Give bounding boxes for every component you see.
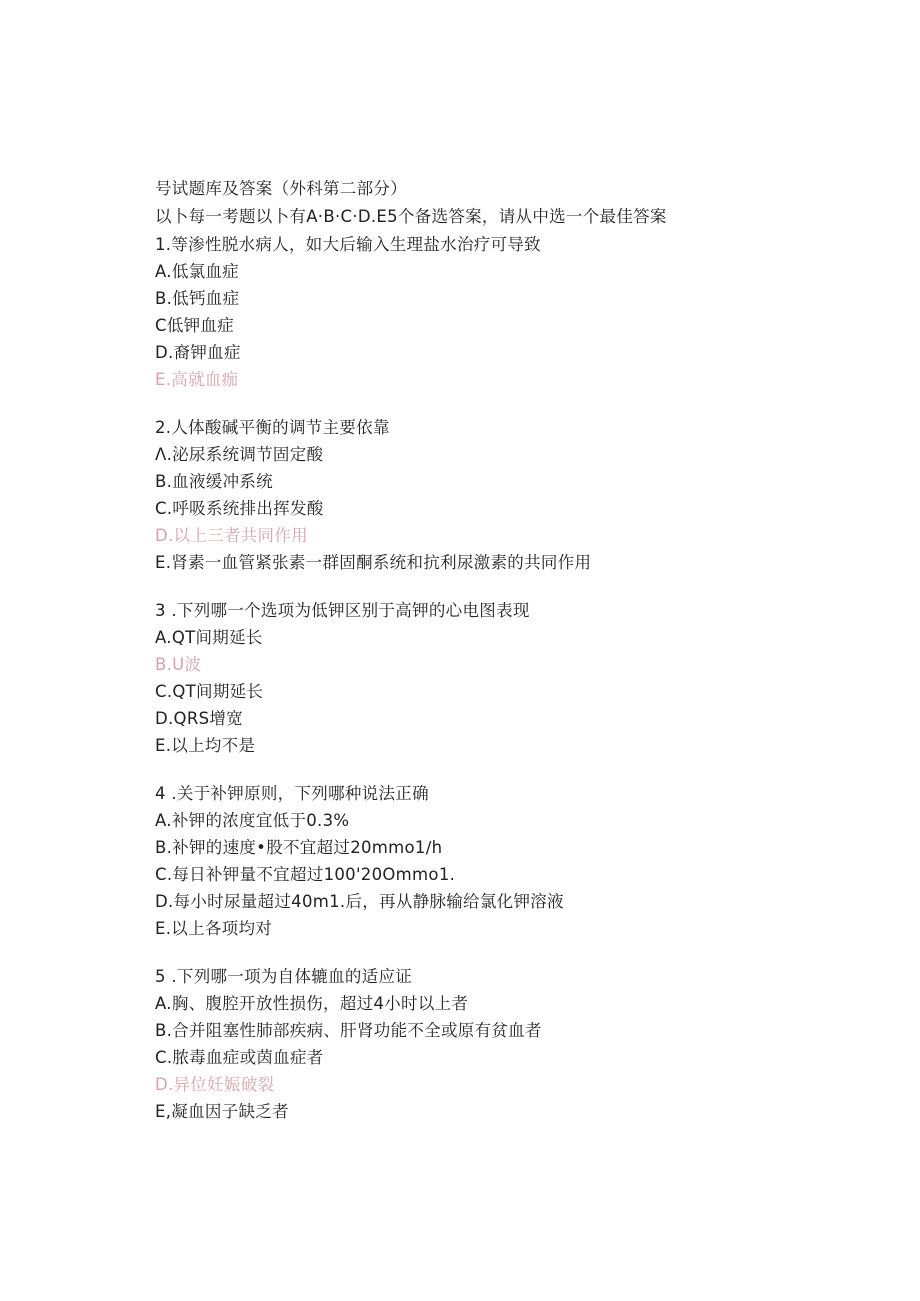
answer-choice: C.呼吸系统排出挥发酸 <box>155 499 324 518</box>
answer-option: D.异位妊娠破裂 <box>155 1075 275 1094</box>
answer-option: B.U波 <box>155 655 202 674</box>
question-block <box>155 963 875 1125</box>
answer-choice: D.QRS增宽 <box>155 709 243 728</box>
question-block <box>155 780 875 942</box>
question-list <box>155 231 875 1125</box>
answer-choice: A.补钾的浓度宜低于0.3% <box>155 811 350 830</box>
question-block <box>155 231 875 393</box>
answer-choice: B.低钙血症 <box>155 289 240 308</box>
answer-choice: C.每日补钾量不宜超过100'20Ommo1. <box>155 865 456 884</box>
question-stem: 4 .关于补钾原则，下列哪种说法正确 <box>155 784 429 803</box>
answer-choice: E.肾素一血管紧张素一群固酮系统和抗利尿激素的共同作用 <box>155 553 592 572</box>
answer-choice: C.脓毒血症或茵血症者 <box>155 1048 324 1067</box>
answer-choice: D.裔钾血症 <box>155 343 241 362</box>
answer-choice: E,凝血因子缺乏者 <box>155 1102 289 1121</box>
answer-choice: E.以上均不是 <box>155 736 256 755</box>
answer-choice: A.QT间期延长 <box>155 628 263 647</box>
answer-choice: B.补钾的速度•股不宜超过20mmo1∕h <box>155 838 443 857</box>
answer-choice: A.低氯血症 <box>155 262 240 281</box>
answer-choice: C低钾血症 <box>155 316 235 335</box>
document-title: 号试题库及答案（外科第二部分） <box>155 179 407 198</box>
answer-choice: B.合并阻塞性肺部疾病、肝肾功能不全或原有贫血者 <box>155 1021 542 1040</box>
question-block <box>155 597 875 759</box>
instruction-text: 以卜每一考题以卜有A·B·C·D.E5个备选答案，请从中选一个最佳答案 <box>155 207 667 226</box>
question-stem: 2.人体酸碱平衡的调节主要依靠 <box>155 418 390 437</box>
answer-choice: D.每小时尿量超过40m1.后，再从静脉输给氯化钾溶液 <box>155 892 564 911</box>
question-stem: 1.等渗性脱水病人，如大后输入生理盐水治疗可导致 <box>155 235 541 254</box>
answer-choice: B.血液缓冲系统 <box>155 472 273 491</box>
answer-option: D.以上三者共同作用 <box>155 526 308 545</box>
question-block <box>155 414 875 576</box>
document-body <box>155 175 875 1125</box>
answer-choice: Λ.泌尿系统调节固定酸 <box>155 445 324 464</box>
answer-choice: E.以上各项均对 <box>155 919 273 938</box>
question-stem: 5 .下列哪一项为自体辘血的适应证 <box>155 967 413 986</box>
answer-choice: A.胸、腹腔开放性损伤，超过4小时以上者 <box>155 994 469 1013</box>
answer-choice: C.QT间期延长 <box>155 682 264 701</box>
question-stem: 3 .下列哪一个选项为低钾区别于高钾的心电图表现 <box>155 601 530 620</box>
answer-option: E.高就血痂 <box>155 370 239 389</box>
